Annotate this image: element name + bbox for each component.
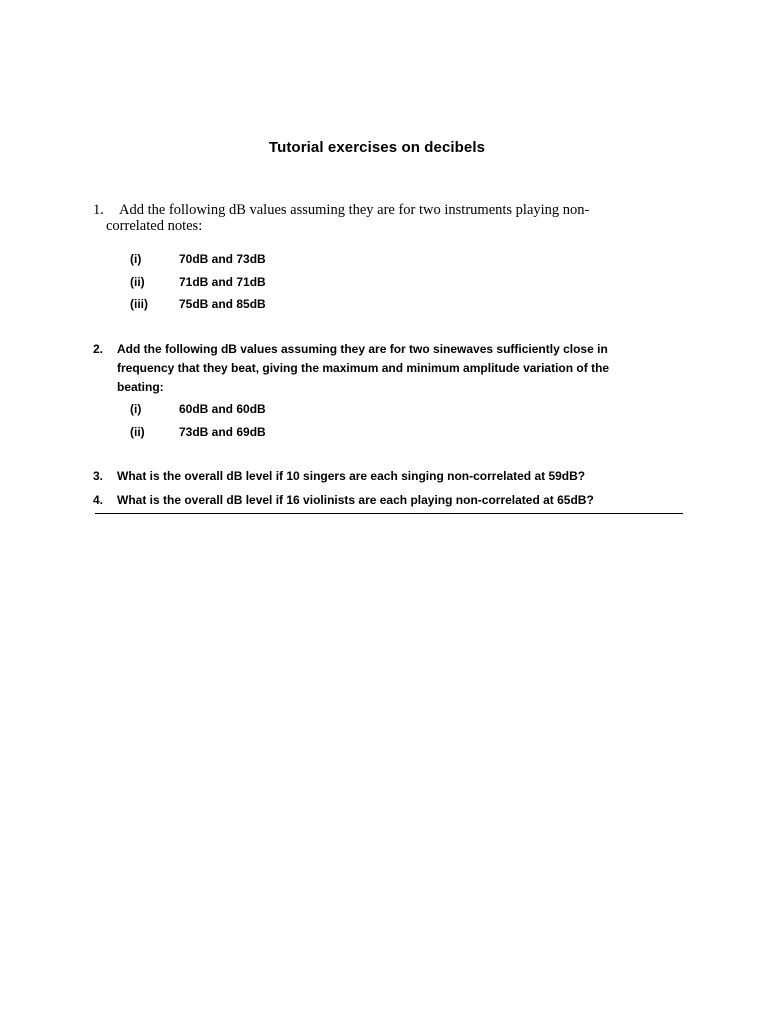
question-text-line: frequency that they beat, giving the maximum and minimum amplitude variation of the [117, 361, 610, 375]
question-text-line: Add the following dB values assuming they are for two sinewaves sufficiently close in [117, 342, 608, 356]
question-text-line: correlated notes: [106, 218, 203, 234]
item-value: 73dB and 69dB [179, 425, 266, 439]
page-title: Tutorial exercises on decibels [268, 139, 486, 156]
item-label: (ii) [130, 275, 145, 289]
item-label: (i) [130, 402, 142, 416]
item-label: (ii) [130, 425, 145, 439]
question-text-line: What is the overall dB level if 16 violinists are each playing non-correlated at 65dB? [117, 493, 594, 507]
item-value: 70dB and 73dB [179, 252, 266, 266]
item-label: (i) [130, 252, 142, 266]
question-number: 2. [93, 342, 104, 356]
item-label: (iii) [130, 297, 148, 311]
question-number: 3. [93, 469, 104, 483]
item-value: 71dB and 71dB [179, 275, 266, 289]
question-text-line: beating: [117, 380, 164, 394]
question-text-line: Add the following dB values assuming they are for two instruments playing non- [119, 202, 590, 218]
question-text-line: What is the overall dB level if 10 singers are each singing non-correlated at 59dB? [117, 469, 586, 483]
question-number: 1. [93, 202, 104, 218]
horizontal-rule [95, 513, 683, 514]
item-value: 60dB and 60dB [179, 402, 266, 416]
question-number: 4. [93, 493, 104, 507]
item-value: 75dB and 85dB [179, 297, 266, 311]
